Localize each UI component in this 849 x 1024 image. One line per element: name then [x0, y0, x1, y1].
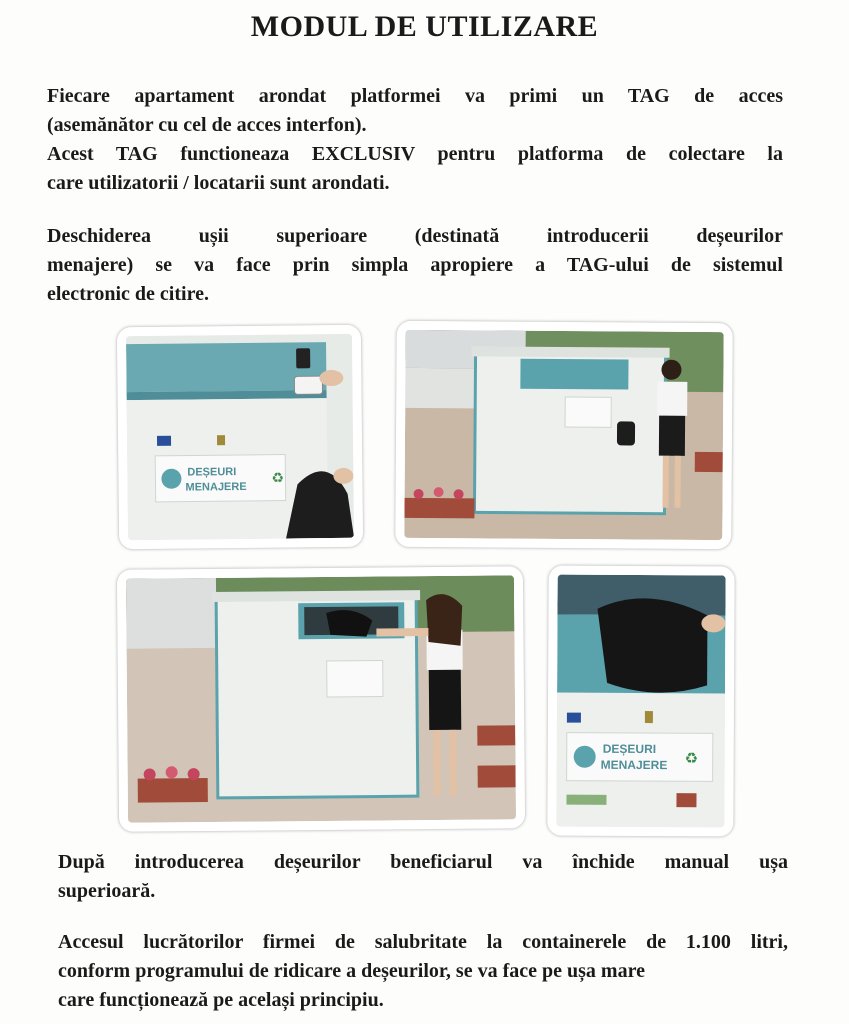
paragraph-line: care utilizatorii / locatarii sunt arondati.: [47, 172, 390, 194]
paragraph-sanitation-access: [58, 928, 788, 1015]
paragraph-line: menajere) se va face prin simpla apropiere a TAG-ului de sistemul: [47, 254, 783, 276]
page-title: MODUL DE UTILIZARE: [250, 10, 599, 43]
photo-container-sign-closeup: [547, 566, 734, 837]
sign-text-line2-closeup: MENAJERE: [600, 757, 668, 773]
paragraph-close-door: [58, 848, 788, 906]
photo-woman-using-tag: [395, 321, 733, 549]
paragraph-line: Accesul lucrătorilor firmei de salubritate la containerele de 1.100 litri,: [58, 931, 788, 953]
paragraph-line: Deschiderea ușii superioare (destinată introducerii deșeurilor: [47, 225, 783, 247]
paragraph-line: superioară.: [58, 880, 156, 902]
paragraph-upper-door: [47, 222, 783, 309]
paragraph-tag-exclusive: [47, 140, 783, 198]
paragraph-line: Acest TAG functioneaza EXCLUSIV pentru platforma de colectare la: [47, 143, 783, 165]
paragraph-line: care funcționează pe același principiu.: [58, 989, 384, 1011]
paragraph-line: (asemănător cu cel de acces interfon).: [47, 114, 367, 136]
recycle-icon-closeup: ♻: [684, 751, 699, 768]
paragraph-line: electronic de citire.: [47, 283, 209, 305]
paragraph-line: Fiecare apartament arondat platformei va primi un TAG de acces: [47, 85, 783, 107]
sign-text-line2: MENAJERE: [185, 480, 247, 494]
photo-depositing-waste: [117, 566, 525, 832]
recycle-icon: ♻: [271, 471, 285, 487]
sign-text-line1-closeup: DEȘEURI: [602, 741, 657, 757]
paragraph-line: După introducerea deșeurilor beneficiarul va închide manual ușa: [58, 851, 788, 873]
photo-tag-reader-closeup: [117, 325, 363, 550]
sign-text-line1: DEȘEURI: [187, 466, 237, 479]
paragraph-tag-access: [47, 82, 783, 140]
paragraph-line: conform programului de ridicare a deșeurilor, se va face pe ușa mare: [58, 960, 645, 982]
